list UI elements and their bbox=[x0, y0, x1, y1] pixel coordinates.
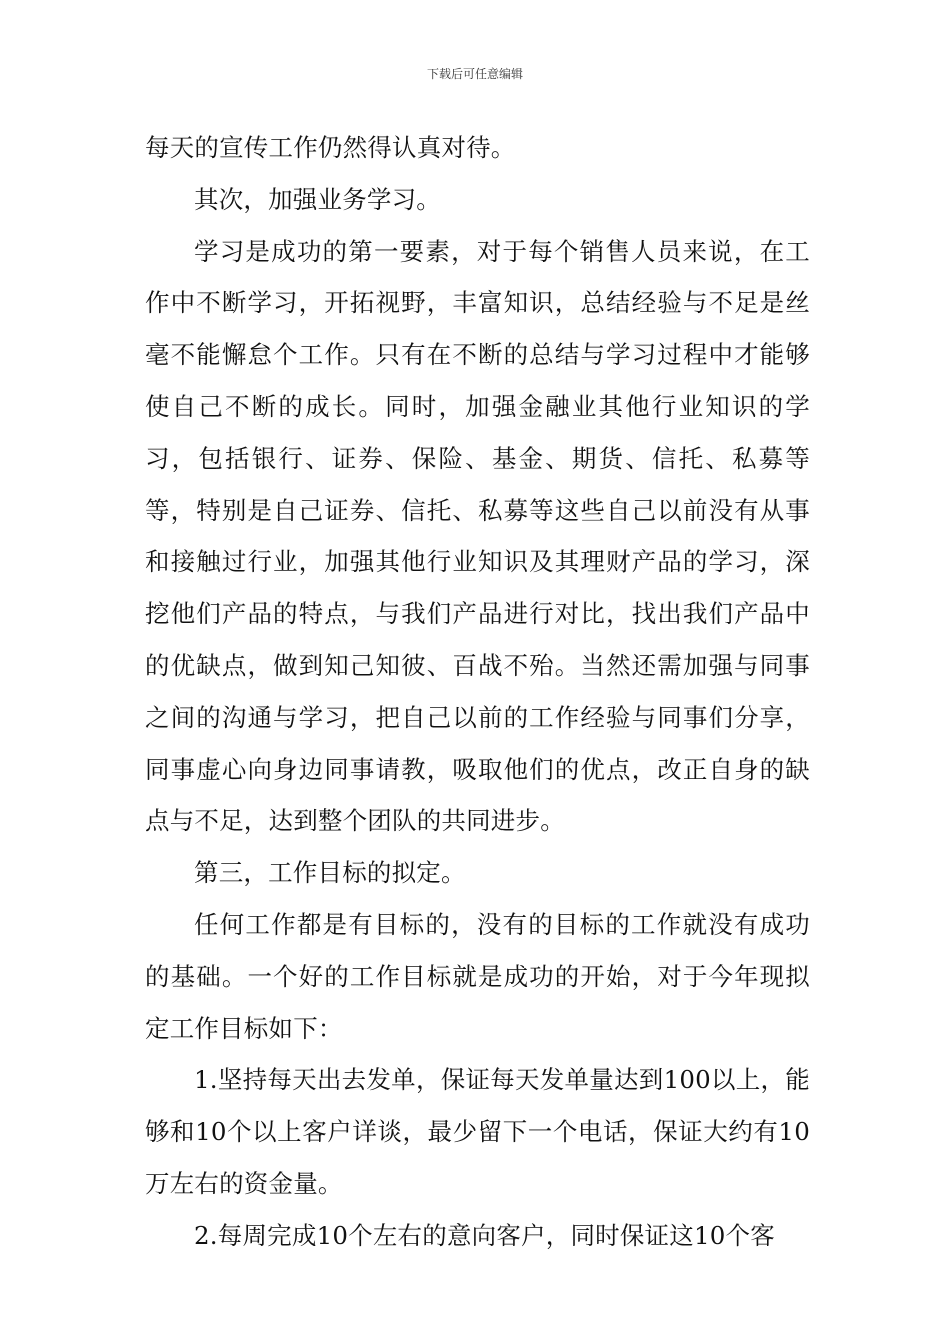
page-header: 下载后可任意编辑 bbox=[426, 67, 523, 81]
paragraph-1: 每天的宣传工作仍然得认真对待。 bbox=[145, 133, 516, 162]
paragraph-5: 任何工作都是有目标的，没有的目标的工作就没有成功的基础。一个好的工作目标就是成功的开始，对于今年现拟定工作目标如下： bbox=[145, 909, 810, 1043]
paragraph-6: 1.坚持每天出去发单，保证每天发单量达到100以上，能够和10个以上客户详谈，最少留下一个电话，保证大约有10万左右的资金量。 bbox=[145, 1065, 810, 1198]
document-body bbox=[145, 122, 810, 1262]
paragraph-3: 学习是成功的第一要素，对于每个销售人员来说，在工作中不断学习，开拓视野，丰富知识，总结经验与不足是丝毫不能懈怠个工作。只有在不断的总结与学习过程中才能够使自己不断的成长。同时，加强金融业其他行业知识的学习，包括银行、证券、保险、基金、期货、信托、私募等等，特别是自己证券、信托、私募等这些自己以前没有从事和接触过行业，加强其他行业知识及其理财产品的学习，深挖他们产品的特点，与我们产品进行对比，找出我们产品中的优缺点，做到知己知彼、百战不殆。当然还需加强与同事之间的沟通与学习，把自己以前的工作经验与同事们分享，同事虚心向身边同事请教，吸取他们的优点，改正自身的缺点与不足，达到整个团队的共同进步。 bbox=[145, 236, 810, 836]
paragraph-7: 2.每周完成10个左右的意向客户，同时保证这10个客 bbox=[194, 1220, 775, 1250]
paragraph-2: 其次，加强业务学习。 bbox=[194, 184, 441, 214]
paragraph-4: 第三，工作目标的拟定。 bbox=[194, 858, 466, 888]
